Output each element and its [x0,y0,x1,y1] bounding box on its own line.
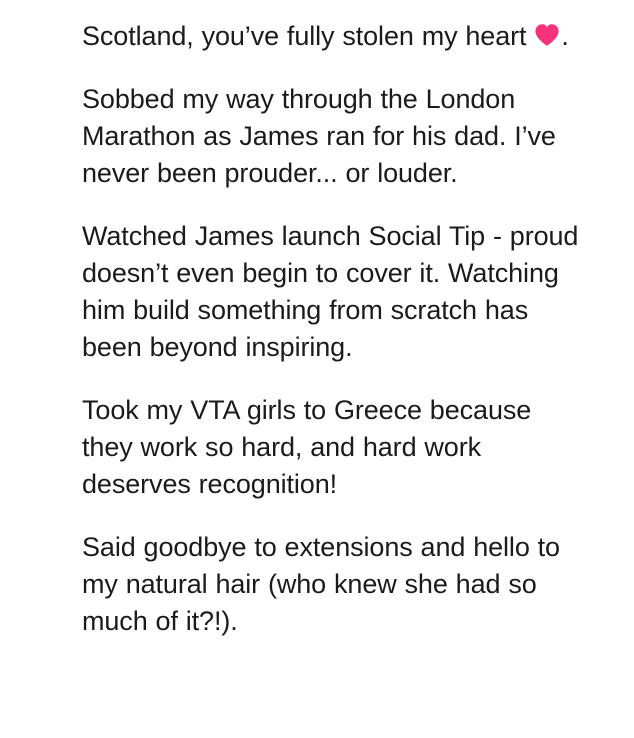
paragraph-5: Said goodbye to extensions and hello to my natural hair (who knew she had so much of it?!). [82,531,560,636]
paragraph-2: Sobbed my way through the London Marathon as James ran for his dad. I’ve never been prouder... or louder. [82,83,556,188]
paragraph-1-text-tail: . [561,21,569,51]
paragraph-1-text: Scotland, you’ve fully stolen my heart [82,21,527,51]
paragraph-1 [82,18,582,55]
pink-heart-icon [534,23,560,47]
paragraph-3: Watched James launch Social Tip - proud doesn’t even begin to cover it. Watching him build something from scratch has been beyond inspiring. [82,220,579,362]
paragraph-4: Took my VTA girls to Greece because they work so hard, and hard work deserves recognition! [82,394,532,499]
